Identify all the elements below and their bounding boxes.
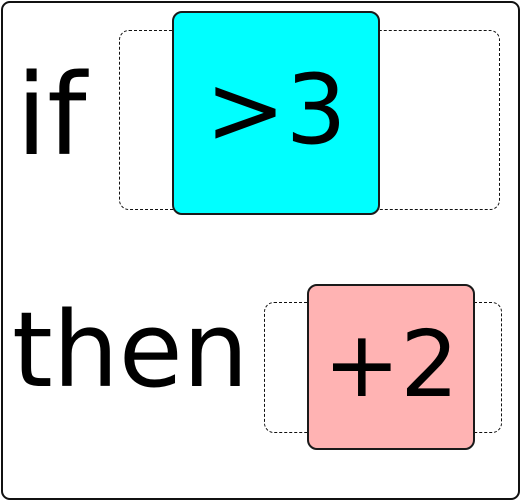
- condition-tile-label: >3: [205, 54, 347, 166]
- action-tile[interactable]: [307, 284, 475, 450]
- if-keyword: if: [16, 51, 87, 181]
- then-keyword: then: [12, 289, 249, 411]
- action-tile-label: +2: [323, 311, 459, 418]
- condition-tile[interactable]: [172, 11, 380, 215]
